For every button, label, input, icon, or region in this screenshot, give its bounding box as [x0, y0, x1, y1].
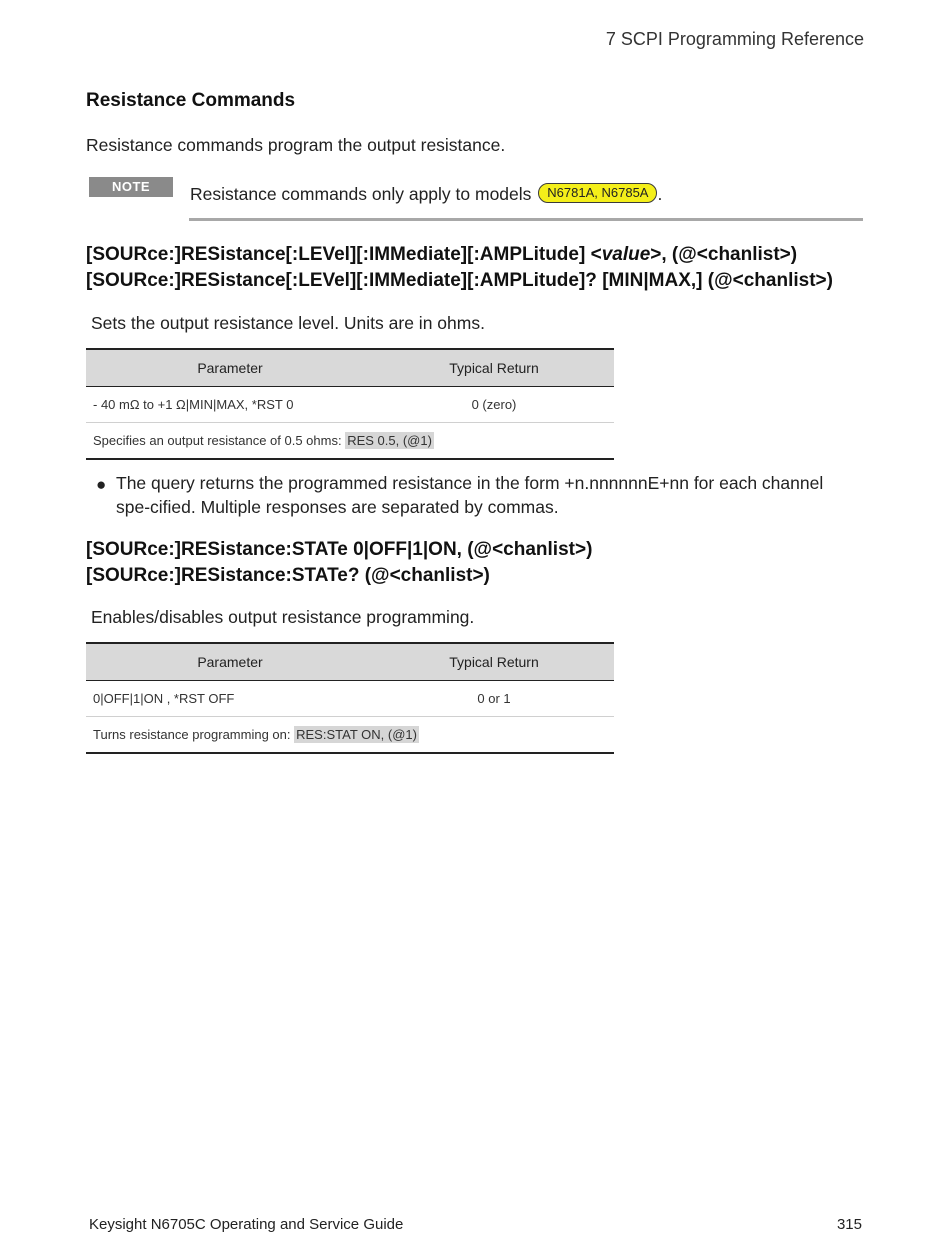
table-row-example — [86, 423, 614, 460]
column-header-parameter: Parameter — [86, 349, 374, 387]
section-intro: Resistance commands program the output resistance. — [86, 135, 506, 155]
table-row — [86, 387, 614, 423]
example-code: RES:STAT ON, (@1) — [296, 727, 417, 742]
command-syntax-set: [SOURce:]RESistance:STATe 0|OFF|1|ON, (@<chanlist>) — [86, 539, 593, 560]
parameter-table — [86, 348, 614, 460]
note-badge: NOTE — [89, 177, 173, 197]
column-header-return: Typical Return — [374, 349, 614, 387]
bullet-text: The query returns the programmed resistance in the form +n.nnnnnnE+nn for each channel spe-cified. Multiple responses are separated by commas. — [116, 473, 824, 517]
parameter-value: - 40 mΩ to +1 Ω|MIN|MAX, *RST 0 — [86, 387, 374, 423]
parameter-table — [86, 642, 614, 754]
example-cell — [86, 717, 614, 754]
model-list-badge: N6781A, N6785A — [538, 183, 657, 203]
section-title: Resistance Commands — [86, 90, 296, 111]
note-suffix: . — [657, 184, 663, 204]
page-number: 315 — [836, 1216, 862, 1233]
table-row — [86, 681, 614, 717]
bullet-marker: ● — [96, 475, 107, 494]
command-description: Enables/disables output resistance programming. — [91, 607, 475, 627]
command-syntax-suffix: >, (@<chanlist>) — [650, 244, 798, 265]
column-header-return: Typical Return — [374, 643, 614, 681]
note-divider — [189, 218, 863, 221]
command-syntax-param: value — [601, 244, 651, 265]
example-code: RES 0.5, (@1) — [347, 433, 432, 448]
parameter-value: 0|OFF|1|ON , *RST OFF — [86, 681, 374, 717]
command-syntax-prefix: [SOURce:]RESistance[:LEVel][:IMMediate][:AMPLitude] < — [86, 244, 602, 265]
typical-return-value: 0 (zero) — [374, 387, 614, 423]
command-syntax-set — [86, 244, 797, 266]
note-body: Resistance commands only apply to models — [190, 184, 532, 204]
note-text — [190, 183, 662, 205]
column-header-parameter: Parameter — [86, 643, 374, 681]
example-label: Turns resistance programming on: — [93, 727, 291, 742]
chapter-header: 7 SCPI Programming Reference — [605, 29, 864, 49]
example-cell — [86, 423, 614, 460]
command-syntax-query: [SOURce:]RESistance:STATe? (@<chanlist>) — [86, 565, 490, 586]
footer-guide-title: Keysight N6705C Operating and Service Guide — [89, 1216, 404, 1233]
table-row-example — [86, 717, 614, 754]
typical-return-value: 0 or 1 — [374, 681, 614, 717]
example-label: Specifies an output resistance of 0.5 ohms: — [93, 433, 342, 448]
command-description: Sets the output resistance level. Units are in ohms. — [91, 313, 485, 333]
command-syntax-query: [SOURce:]RESistance[:LEVel][:IMMediate][:AMPLitude]? [MIN|MAX,] (@<chanlist>) — [86, 270, 833, 291]
